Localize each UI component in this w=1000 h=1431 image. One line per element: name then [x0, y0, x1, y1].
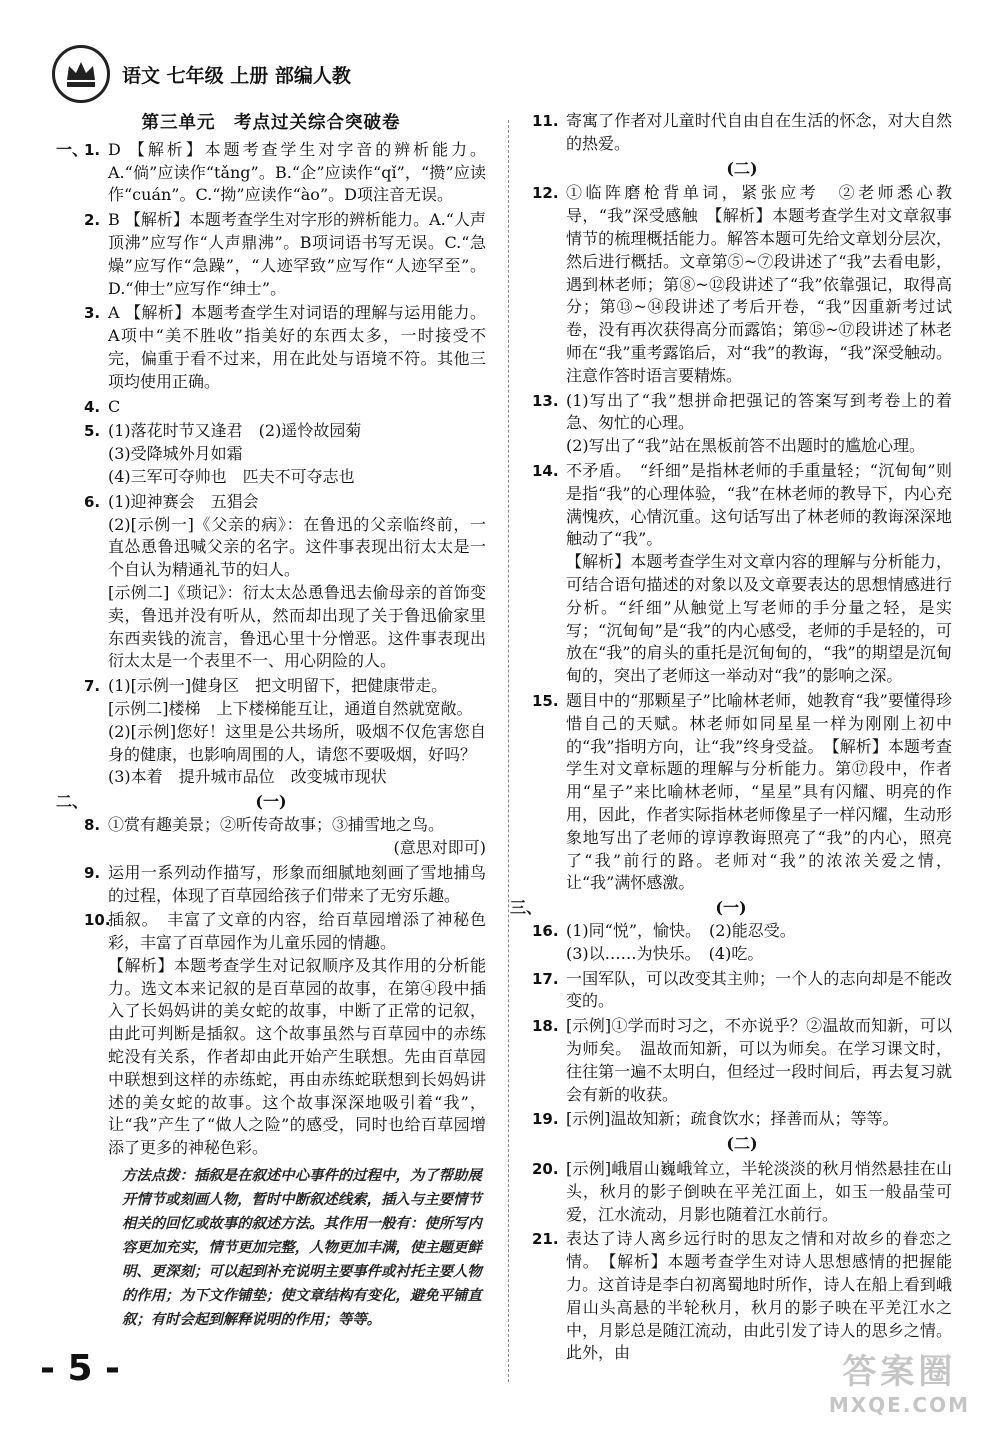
answer-text: ①临阵磨枪背单词，紧张应考 ②老师悉心教导，“我”深受感触 【解析】本题考查学生对文章叙事情节的梳理概括能力。解答本题可先给文章划分层次，然后进行概括。文章第⑤~⑦段讲述了“我”去看电影，遇到林老师；第⑧~⑫段讲述了“我”依靠强记，取得高分；第⑬~⑭段讲述了考后开卷，“我”因重新考过试卷，没有再次获得高分而露馅；第⑮~⑰段讲述了林老师在“我”重考露馅后，对“我”的教诲，“我”深受触动。注意作答时语言要精炼。	[566, 183, 952, 385]
right-column	[510, 110, 952, 1367]
question-10	[56, 909, 486, 1160]
answer-note: (意思对即可)	[393, 837, 486, 857]
answer-line: (1)写出了“我”想拼命把强记的答案写到考卷上的着急、匆忙的心理。	[566, 390, 952, 433]
question-12	[532, 182, 952, 387]
question-14	[532, 460, 952, 688]
answer-text: A 【解析】本题考查学生对词语的理解与运用能力。A项中“美不胜收”指美好的东西太多，一时接受不完，偏重于看不过来，用在此处与语境不符。其他三项均使用正确。	[108, 303, 486, 391]
question-number: 10.	[84, 911, 111, 930]
answer-text: 表达了诗人离乡远行时的思友之情和对故乡的眷恋之情。 【解析】本题考查学生对诗人思想感情的把握能力。这首诗是李白初离蜀地时所作，诗人在船上看到峨眉山头高悬的半轮秋月，秋月的影子映在平羌江水之中，月影总是随江流动，由此引发了诗人的思乡之情。此外，由	[566, 1229, 952, 1363]
question-number: 1.	[84, 140, 101, 159]
answer-text: D 【解析】本题考查学生对字音的辨析能力。A.“倘”应读作“tǎng”。B.“企”应读作“qǐ”，“攒”应读作“cuán”。C.“拗”应读作“ào”。D项注音无误。	[108, 139, 486, 205]
answer-line: (2)[示例]您好！这里是公共场所，吸烟不仅危害您自身的健康，也影响周围的人，请您不要吸烟，好吗？	[108, 721, 486, 764]
question-2	[56, 209, 486, 300]
question-6	[56, 491, 486, 673]
question-number: 9.	[84, 863, 101, 882]
question-number: 4.	[84, 397, 101, 416]
subsection-label: (一)	[255, 792, 287, 812]
question-number: 11.	[532, 112, 559, 130]
question-5	[56, 420, 486, 488]
question-number: 16.	[532, 922, 559, 941]
section-label-2: 二、	[56, 792, 89, 812]
answer-line: (3)受降城外月如霜	[108, 444, 243, 464]
question-number: 14.	[532, 461, 559, 480]
question-17	[532, 968, 952, 1014]
left-column	[56, 110, 486, 1332]
question-number: 13.	[532, 391, 559, 410]
question-number: 2.	[84, 211, 101, 230]
question-3	[56, 302, 486, 393]
section-label-3: 三、	[510, 898, 543, 918]
answer-text: 一国军队，可以改变其主帅；一个人的志向却是不能改变的。	[566, 968, 952, 1011]
question-number: 20.	[532, 1160, 559, 1179]
question-15	[532, 690, 952, 895]
question-4	[56, 396, 486, 419]
answer-line: (1)迎神赛会 五猖会	[108, 491, 259, 511]
publisher-logo	[52, 45, 110, 103]
answer-text: [示例]峨眉山巍峨耸立，半轮淡淡的秋月悄然悬挂在山头，秋月的影子倒映在平羌江面上，如玉一般晶莹可爱，江水流动，月影也随着江水前行。	[566, 1159, 952, 1224]
question-number: 5.	[84, 422, 101, 441]
method-tip: 方法点拨：插叙是在叙述中心事件的过程中，为了帮助展开情节或刻画人物，暂时中断叙述线索，插入与主要情节相关的回忆或故事的叙述方法。其作用一般有：使所写内容更加充实，情节更加完整，人物更加丰满，使主题更鲜明、更深刻；可以起到补充说明主要事件或衬托主要人物的作用；为下文作铺垫；使文章结构有变化，避免平铺直叙；有时会起到解释说明的作用；等等。	[122, 1168, 482, 1329]
header-title: 语文 七年级 上册 部编人教	[122, 64, 351, 87]
column-divider	[508, 120, 509, 1382]
answer-text: 不矛盾。 “纤细”是指林老师的手重量轻；“沉甸甸”则是指“我”的心理体验，“我”在林老师的教导下，内心充满愧疚，心情沉重。这句话写出了林老师的教诲深深地触动了“我”。	[566, 460, 952, 549]
question-9	[56, 862, 486, 908]
answer-text: 插叙。 丰富了文章的内容，给百草园增添了神秘色彩，丰富了百草园作为儿童乐园的情趣。	[108, 910, 486, 953]
question-number: 12.	[532, 184, 559, 203]
page-number: - 5 -	[40, 1348, 120, 1389]
question-18	[532, 1015, 952, 1106]
answer-line: (2)写出了“我”站在黑板前答不出题时的尴尬心理。	[566, 436, 926, 456]
question-number: 3.	[84, 304, 101, 323]
question-8	[56, 814, 486, 860]
question-16	[532, 920, 952, 966]
answer-line: (1)落花时节又逢君 (2)遥怜故园菊	[108, 421, 362, 441]
unit-title: 第三单元 考点过关综合突破卷	[141, 113, 401, 133]
watermark	[829, 1344, 970, 1417]
question-number: 21.	[532, 1230, 559, 1249]
answer-line: (4)三军可夺帅也 匹夫不可夺志也	[108, 466, 355, 486]
section-label-1: 一、	[56, 139, 89, 159]
answer-text: [示例]①学而时习之，不亦说乎？②温故而知新，可以为师矣。 温故而知新，可以为师矣。在学习课文时，往往第一遍不太明白，但经过一段时间后，再去复习就会有新的收获。	[566, 1016, 952, 1104]
question-number: 6.	[84, 492, 101, 511]
answer-text: 寄寓了作者对儿童时代自由自在生活的怀念，对大自然的热爱。	[566, 111, 952, 153]
answer-line: (3)以……为快乐。 (4)吃。	[566, 943, 764, 963]
question-number: 15.	[532, 691, 559, 710]
watermark-url: MXQE.COM	[828, 1393, 970, 1417]
question-7	[56, 675, 486, 789]
answer-line: (2)[示例一]《父亲的病》：在鲁迅的父亲临终前，一直怂恿鲁迅喊父亲的名字。这件事表现出衍太太是一个自认为精通礼节的妇人。	[108, 514, 486, 580]
section-heading-3	[510, 897, 952, 920]
question-number: 19.	[532, 1110, 559, 1129]
question-19	[532, 1108, 952, 1131]
answer-text: C	[108, 396, 121, 416]
answer-text: [示例]温故知新；疏食饮水；择善而从；等等。	[566, 1109, 899, 1129]
answer-text: B 【解析】本题考查学生对字形的辨析能力。A.“人声顶沸”应写作“人声鼎沸”。B项词语书写无误。C.“急燥”应写作“急躁”，“人迹罕致”应写作“人迹罕至”。D.“伸士”应写作“绅士”。	[108, 210, 486, 298]
subsection-label: (二)	[726, 1134, 758, 1154]
section-heading-2	[56, 791, 486, 814]
subsection-label: (一)	[715, 898, 747, 918]
question-number: 7.	[84, 677, 101, 696]
answer-text: 题目中的“那颗星子”比喻林老师，她教育“我”要懂得珍惜自己的天赋。林老师如同星星一样为刚刚上初中的“我”指明方向，让“我”终身受益。 【解析】本题考查学生对文章标题的理解与分析能力。第⑰段中，作者用“星子”来比喻林老师，“星星”具有闪耀、明亮的作用，因此，作者实际指林老师像星子一样闪耀，生动形象地写出了老师的谆谆教诲照亮了“我”的内心，照亮了“我”前行的路。老师对“我”的浓浓关爱之情，让“我”满怀感激。	[566, 690, 952, 893]
analysis-text: 【解析】本题考查学生对记叙顺序及其作用的分析能力。选文本来记叙的是百草园的故事，在第④段中插入了长妈妈讲的美女蛇的故事，中断了正常的记叙，由此可判断是插叙。这个故事虽然与百草园中的赤练蛇没有关系，作者却由此开始产生联想。先由百草园中联想到这样的赤练蛇，再由赤练蛇联想到长妈妈讲述的美女蛇的故事。这个故事深深地吸引着“我”，让“我”产生了“做人之险”的感受，同时也给百草园增添了更多的神秘色彩。	[108, 955, 486, 1158]
answer-text: ①赏有趣美景；②听传奇故事；③捕雪地之鸟。	[108, 815, 445, 835]
answer-line: (1)同“悦”，愉快。 (2)能忍受。	[566, 921, 796, 941]
answer-line: [示例二]楼梯 上下楼梯能互让，通道自然就宽敞。	[108, 698, 473, 718]
question-number: 17.	[532, 969, 559, 988]
answer-text: 运用一系列动作描写，形象而细腻地刻画了雪地捕鸟的过程，体现了百草园给孩子们带来了无穷乐趣。	[108, 862, 486, 905]
page-header	[52, 44, 351, 104]
answer-line: [示例二]《琐记》：衍太太怂恿鲁迅去偷母亲的首饰变卖，鲁迅并没有听从，然而却出现了关于鲁迅偷家里东西卖钱的流言，鲁迅心里十分憎恶。这件事表现出衍太太是一个表里不一、用心阴险的人。	[108, 582, 486, 671]
question-11	[532, 110, 952, 156]
question-number: 8.	[84, 816, 101, 835]
question-20	[532, 1158, 952, 1226]
analysis-text: 【解析】本题考查学生对文章内容的理解与分析能力，可结合语句描述的对象以及文章要表达的思想情感进行分析。“纤细”从触觉上写老师的手分量之轻，是实写；“沉甸甸”是“我”的内心感受，老师的手是轻的，可放在“我”的肩头的重托是沉甸甸的，“我”的期望是沉甸甸的，突出了老师这一举动对“我”的影响之深。	[566, 552, 952, 686]
answer-line: (3)本着 提升城市品位 改变城市现状	[108, 767, 387, 787]
crown-icon	[59, 52, 103, 96]
question-13	[532, 390, 952, 458]
subsection-label: (二)	[726, 158, 758, 178]
answer-line: (1)[示例一]健身区 把文明留下，把健康带走。	[108, 676, 448, 696]
question-1	[56, 139, 486, 207]
question-number: 18.	[532, 1017, 559, 1036]
watermark-logo-text: 答案圈	[842, 1352, 957, 1392]
